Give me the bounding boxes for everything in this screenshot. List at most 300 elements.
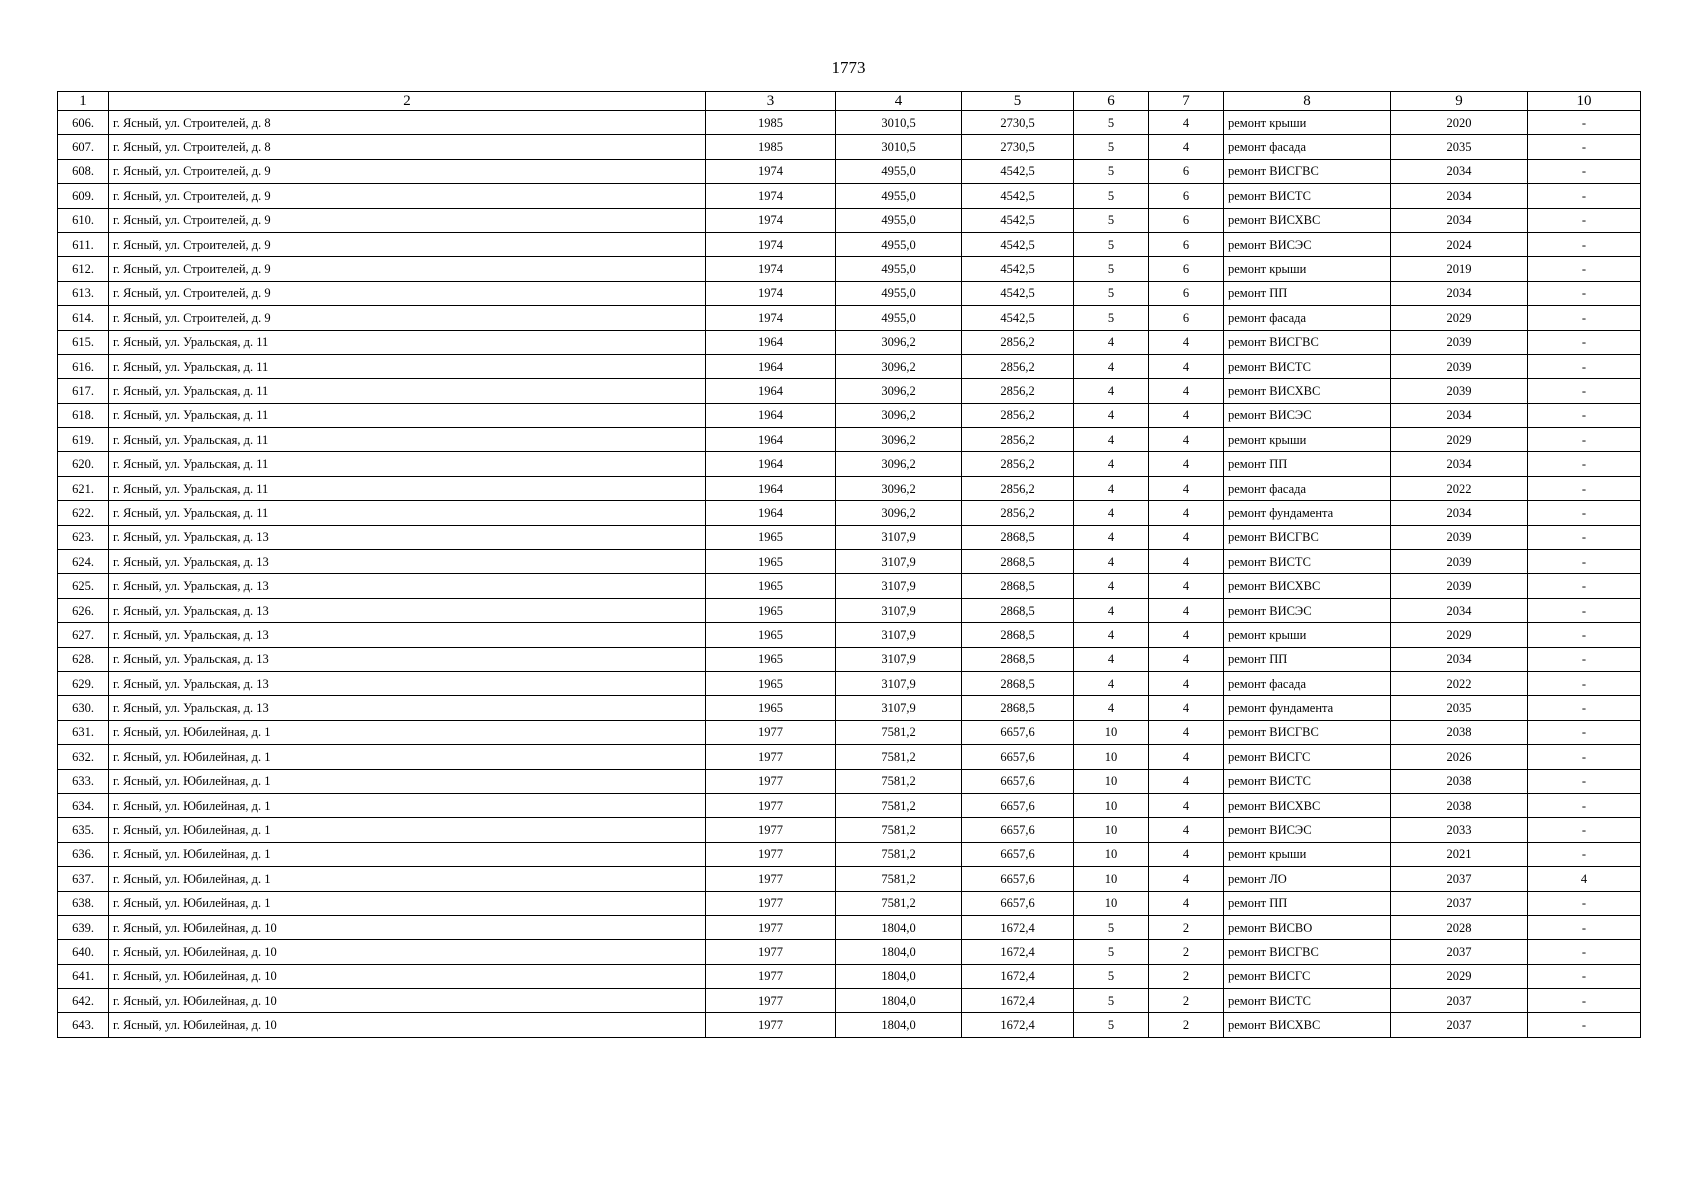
table-row <box>58 111 1641 135</box>
living-area-cell: 4542,5 <box>962 159 1074 183</box>
total-area-cell: 3107,9 <box>836 574 962 598</box>
note-cell: - <box>1528 379 1641 403</box>
entrances-cell: 4 <box>1149 550 1224 574</box>
entrances-cell: 4 <box>1149 574 1224 598</box>
row-number-cell: 609. <box>58 184 109 208</box>
living-area-cell: 2856,2 <box>962 452 1074 476</box>
entrances-cell: 6 <box>1149 232 1224 256</box>
floors-cell: 5 <box>1074 208 1149 232</box>
row-number-cell: 619. <box>58 428 109 452</box>
registry-table <box>57 91 1641 1038</box>
year-cell: 1964 <box>706 379 836 403</box>
floors-cell: 4 <box>1074 647 1149 671</box>
living-area-cell: 4542,5 <box>962 232 1074 256</box>
work-type-cell: ремонт ВИСЭС <box>1224 232 1391 256</box>
floors-cell: 5 <box>1074 281 1149 305</box>
year-cell: 1965 <box>706 598 836 622</box>
total-area-cell: 7581,2 <box>836 769 962 793</box>
row-number-cell: 636. <box>58 842 109 866</box>
entrances-cell: 4 <box>1149 403 1224 427</box>
total-area-cell: 3096,2 <box>836 501 962 525</box>
year-cell: 1964 <box>706 354 836 378</box>
planned-year-cell: 2034 <box>1391 159 1528 183</box>
total-area-cell: 1804,0 <box>836 915 962 939</box>
note-cell: - <box>1528 452 1641 476</box>
row-number-cell: 626. <box>58 598 109 622</box>
table-row <box>58 159 1641 183</box>
floors-cell: 10 <box>1074 745 1149 769</box>
living-area-cell: 2730,5 <box>962 135 1074 159</box>
work-type-cell: ремонт крыши <box>1224 842 1391 866</box>
address-cell: г. Ясный, ул. Строителей, д. 9 <box>109 159 706 183</box>
note-cell: - <box>1528 598 1641 622</box>
address-cell: г. Ясный, ул. Уральская, д. 13 <box>109 671 706 695</box>
total-area-cell: 3107,9 <box>836 671 962 695</box>
column-header: 5 <box>962 92 1074 111</box>
note-cell: - <box>1528 964 1641 988</box>
note-cell: - <box>1528 501 1641 525</box>
total-area-cell: 3107,9 <box>836 647 962 671</box>
year-cell: 1964 <box>706 428 836 452</box>
address-cell: г. Ясный, ул. Строителей, д. 9 <box>109 184 706 208</box>
living-area-cell: 2730,5 <box>962 111 1074 135</box>
entrances-cell: 4 <box>1149 818 1224 842</box>
work-type-cell: ремонт ВИСХВС <box>1224 379 1391 403</box>
total-area-cell: 7581,2 <box>836 842 962 866</box>
note-cell: - <box>1528 647 1641 671</box>
note-cell: - <box>1528 111 1641 135</box>
work-type-cell: ремонт ВИСТС <box>1224 184 1391 208</box>
row-number-cell: 639. <box>58 915 109 939</box>
work-type-cell: ремонт фасада <box>1224 671 1391 695</box>
work-type-cell: ремонт ПП <box>1224 647 1391 671</box>
year-cell: 1977 <box>706 891 836 915</box>
planned-year-cell: 2039 <box>1391 330 1528 354</box>
row-number-cell: 643. <box>58 1013 109 1037</box>
total-area-cell: 3107,9 <box>836 598 962 622</box>
column-header: 1 <box>58 92 109 111</box>
floors-cell: 4 <box>1074 574 1149 598</box>
planned-year-cell: 2037 <box>1391 891 1528 915</box>
entrances-cell: 6 <box>1149 184 1224 208</box>
living-area-cell: 1672,4 <box>962 940 1074 964</box>
total-area-cell: 4955,0 <box>836 159 962 183</box>
year-cell: 1964 <box>706 501 836 525</box>
note-cell: - <box>1528 135 1641 159</box>
row-number-cell: 633. <box>58 769 109 793</box>
planned-year-cell: 2029 <box>1391 306 1528 330</box>
work-type-cell: ремонт ВИСГВС <box>1224 159 1391 183</box>
floors-cell: 4 <box>1074 501 1149 525</box>
entrances-cell: 4 <box>1149 793 1224 817</box>
table-row <box>58 257 1641 281</box>
note-cell: - <box>1528 476 1641 500</box>
row-number-cell: 624. <box>58 550 109 574</box>
row-number-cell: 621. <box>58 476 109 500</box>
note-cell: - <box>1528 891 1641 915</box>
floors-cell: 10 <box>1074 720 1149 744</box>
row-number-cell: 611. <box>58 232 109 256</box>
year-cell: 1964 <box>706 330 836 354</box>
floors-cell: 5 <box>1074 184 1149 208</box>
planned-year-cell: 2019 <box>1391 257 1528 281</box>
living-area-cell: 6657,6 <box>962 818 1074 842</box>
work-type-cell: ремонт ВИСТС <box>1224 769 1391 793</box>
floors-cell: 5 <box>1074 940 1149 964</box>
row-number-cell: 632. <box>58 745 109 769</box>
total-area-cell: 7581,2 <box>836 891 962 915</box>
floors-cell: 4 <box>1074 354 1149 378</box>
floors-cell: 5 <box>1074 159 1149 183</box>
entrances-cell: 4 <box>1149 135 1224 159</box>
address-cell: г. Ясный, ул. Уральская, д. 11 <box>109 428 706 452</box>
row-number-cell: 615. <box>58 330 109 354</box>
table-row <box>58 379 1641 403</box>
living-area-cell: 2856,2 <box>962 379 1074 403</box>
living-area-cell: 2868,5 <box>962 647 1074 671</box>
address-cell: г. Ясный, ул. Юбилейная, д. 10 <box>109 1013 706 1037</box>
table-row <box>58 647 1641 671</box>
total-area-cell: 4955,0 <box>836 232 962 256</box>
row-number-cell: 634. <box>58 793 109 817</box>
column-header: 7 <box>1149 92 1224 111</box>
row-number-cell: 616. <box>58 354 109 378</box>
living-area-cell: 1672,4 <box>962 964 1074 988</box>
address-cell: г. Ясный, ул. Уральская, д. 11 <box>109 354 706 378</box>
note-cell: - <box>1528 769 1641 793</box>
address-cell: г. Ясный, ул. Юбилейная, д. 1 <box>109 745 706 769</box>
entrances-cell: 4 <box>1149 696 1224 720</box>
work-type-cell: ремонт ВИСХВС <box>1224 793 1391 817</box>
table-row <box>58 940 1641 964</box>
row-number-cell: 630. <box>58 696 109 720</box>
total-area-cell: 3096,2 <box>836 330 962 354</box>
entrances-cell: 2 <box>1149 1013 1224 1037</box>
entrances-cell: 4 <box>1149 671 1224 695</box>
year-cell: 1977 <box>706 769 836 793</box>
living-area-cell: 1672,4 <box>962 1013 1074 1037</box>
row-number-cell: 625. <box>58 574 109 598</box>
work-type-cell: ремонт ЛО <box>1224 867 1391 891</box>
table-row <box>58 891 1641 915</box>
year-cell: 1974 <box>706 306 836 330</box>
entrances-cell: 4 <box>1149 330 1224 354</box>
living-area-cell: 4542,5 <box>962 257 1074 281</box>
total-area-cell: 3096,2 <box>836 379 962 403</box>
planned-year-cell: 2020 <box>1391 111 1528 135</box>
note-cell: - <box>1528 793 1641 817</box>
note-cell: - <box>1528 281 1641 305</box>
living-area-cell: 2856,2 <box>962 330 1074 354</box>
entrances-cell: 4 <box>1149 623 1224 647</box>
year-cell: 1985 <box>706 111 836 135</box>
work-type-cell: ремонт фундамента <box>1224 696 1391 720</box>
work-type-cell: ремонт ВИСЭС <box>1224 403 1391 427</box>
row-number-cell: 607. <box>58 135 109 159</box>
address-cell: г. Ясный, ул. Уральская, д. 11 <box>109 379 706 403</box>
address-cell: г. Ясный, ул. Уральская, д. 11 <box>109 403 706 427</box>
entrances-cell: 4 <box>1149 379 1224 403</box>
entrances-cell: 4 <box>1149 428 1224 452</box>
total-area-cell: 3107,9 <box>836 525 962 549</box>
living-area-cell: 6657,6 <box>962 745 1074 769</box>
work-type-cell: ремонт крыши <box>1224 623 1391 647</box>
note-cell: - <box>1528 257 1641 281</box>
work-type-cell: ремонт ПП <box>1224 891 1391 915</box>
entrances-cell: 4 <box>1149 452 1224 476</box>
row-number-cell: 620. <box>58 452 109 476</box>
planned-year-cell: 2033 <box>1391 818 1528 842</box>
total-area-cell: 3096,2 <box>836 476 962 500</box>
row-number-cell: 618. <box>58 403 109 427</box>
row-number-cell: 628. <box>58 647 109 671</box>
year-cell: 1964 <box>706 403 836 427</box>
living-area-cell: 2856,2 <box>962 354 1074 378</box>
entrances-cell: 4 <box>1149 867 1224 891</box>
living-area-cell: 6657,6 <box>962 867 1074 891</box>
planned-year-cell: 2022 <box>1391 671 1528 695</box>
total-area-cell: 3096,2 <box>836 452 962 476</box>
entrances-cell: 2 <box>1149 940 1224 964</box>
note-cell: - <box>1528 403 1641 427</box>
address-cell: г. Ясный, ул. Уральская, д. 11 <box>109 476 706 500</box>
row-number-cell: 641. <box>58 964 109 988</box>
planned-year-cell: 2035 <box>1391 135 1528 159</box>
entrances-cell: 4 <box>1149 476 1224 500</box>
work-type-cell: ремонт ВИСТС <box>1224 989 1391 1013</box>
entrances-cell: 2 <box>1149 915 1224 939</box>
row-number-cell: 623. <box>58 525 109 549</box>
row-number-cell: 622. <box>58 501 109 525</box>
living-area-cell: 2856,2 <box>962 428 1074 452</box>
row-number-cell: 631. <box>58 720 109 744</box>
address-cell: г. Ясный, ул. Уральская, д. 11 <box>109 330 706 354</box>
entrances-cell: 6 <box>1149 257 1224 281</box>
year-cell: 1964 <box>706 452 836 476</box>
year-cell: 1965 <box>706 525 836 549</box>
address-cell: г. Ясный, ул. Уральская, д. 13 <box>109 598 706 622</box>
work-type-cell: ремонт ВИСХВС <box>1224 1013 1391 1037</box>
work-type-cell: ремонт ВИСТС <box>1224 550 1391 574</box>
work-type-cell: ремонт ПП <box>1224 281 1391 305</box>
address-cell: г. Ясный, ул. Уральская, д. 13 <box>109 623 706 647</box>
header-row <box>58 92 1641 111</box>
planned-year-cell: 2029 <box>1391 623 1528 647</box>
row-number-cell: 614. <box>58 306 109 330</box>
floors-cell: 10 <box>1074 769 1149 793</box>
address-cell: г. Ясный, ул. Уральская, д. 13 <box>109 550 706 574</box>
year-cell: 1977 <box>706 1013 836 1037</box>
work-type-cell: ремонт ВИСХВС <box>1224 208 1391 232</box>
planned-year-cell: 2026 <box>1391 745 1528 769</box>
total-area-cell: 7581,2 <box>836 793 962 817</box>
table-row <box>58 915 1641 939</box>
floors-cell: 4 <box>1074 525 1149 549</box>
note-cell: - <box>1528 1013 1641 1037</box>
planned-year-cell: 2034 <box>1391 598 1528 622</box>
floors-cell: 4 <box>1074 403 1149 427</box>
column-header: 10 <box>1528 92 1641 111</box>
table-body <box>58 111 1641 1038</box>
planned-year-cell: 2029 <box>1391 428 1528 452</box>
planned-year-cell: 2034 <box>1391 647 1528 671</box>
address-cell: г. Ясный, ул. Уральская, д. 11 <box>109 501 706 525</box>
year-cell: 1985 <box>706 135 836 159</box>
year-cell: 1974 <box>706 159 836 183</box>
year-cell: 1977 <box>706 720 836 744</box>
address-cell: г. Ясный, ул. Строителей, д. 8 <box>109 111 706 135</box>
total-area-cell: 4955,0 <box>836 306 962 330</box>
year-cell: 1965 <box>706 623 836 647</box>
address-cell: г. Ясный, ул. Юбилейная, д. 1 <box>109 818 706 842</box>
planned-year-cell: 2034 <box>1391 452 1528 476</box>
planned-year-cell: 2029 <box>1391 964 1528 988</box>
entrances-cell: 4 <box>1149 842 1224 866</box>
table-row <box>58 330 1641 354</box>
work-type-cell: ремонт крыши <box>1224 428 1391 452</box>
entrances-cell: 4 <box>1149 501 1224 525</box>
total-area-cell: 7581,2 <box>836 720 962 744</box>
total-area-cell: 7581,2 <box>836 818 962 842</box>
note-cell: - <box>1528 842 1641 866</box>
work-type-cell: ремонт ВИСВО <box>1224 915 1391 939</box>
living-area-cell: 4542,5 <box>962 281 1074 305</box>
row-number-cell: 610. <box>58 208 109 232</box>
entrances-cell: 6 <box>1149 208 1224 232</box>
floors-cell: 10 <box>1074 793 1149 817</box>
floors-cell: 4 <box>1074 671 1149 695</box>
table-row <box>58 476 1641 500</box>
planned-year-cell: 2037 <box>1391 989 1528 1013</box>
work-type-cell: ремонт ВИСТС <box>1224 354 1391 378</box>
entrances-cell: 4 <box>1149 745 1224 769</box>
table-row <box>58 818 1641 842</box>
year-cell: 1977 <box>706 745 836 769</box>
total-area-cell: 3107,9 <box>836 623 962 647</box>
planned-year-cell: 2038 <box>1391 720 1528 744</box>
entrances-cell: 4 <box>1149 354 1224 378</box>
floors-cell: 4 <box>1074 476 1149 500</box>
column-header: 3 <box>706 92 836 111</box>
planned-year-cell: 2037 <box>1391 867 1528 891</box>
work-type-cell: ремонт фасада <box>1224 306 1391 330</box>
table-row <box>58 989 1641 1013</box>
planned-year-cell: 2034 <box>1391 281 1528 305</box>
address-cell: г. Ясный, ул. Юбилейная, д. 1 <box>109 793 706 817</box>
address-cell: г. Ясный, ул. Юбилейная, д. 10 <box>109 989 706 1013</box>
year-cell: 1977 <box>706 867 836 891</box>
living-area-cell: 6657,6 <box>962 793 1074 817</box>
planned-year-cell: 2034 <box>1391 208 1528 232</box>
row-number-cell: 637. <box>58 867 109 891</box>
living-area-cell: 2856,2 <box>962 403 1074 427</box>
note-cell: - <box>1528 159 1641 183</box>
living-area-cell: 2868,5 <box>962 525 1074 549</box>
row-number-cell: 606. <box>58 111 109 135</box>
year-cell: 1977 <box>706 964 836 988</box>
floors-cell: 10 <box>1074 867 1149 891</box>
table-row <box>58 964 1641 988</box>
note-cell: - <box>1528 696 1641 720</box>
year-cell: 1974 <box>706 184 836 208</box>
living-area-cell: 2868,5 <box>962 696 1074 720</box>
table-row <box>58 867 1641 891</box>
table-row <box>58 135 1641 159</box>
work-type-cell: ремонт ВИСЭС <box>1224 818 1391 842</box>
note-cell: - <box>1528 525 1641 549</box>
floors-cell: 4 <box>1074 330 1149 354</box>
total-area-cell: 3010,5 <box>836 135 962 159</box>
note-cell: - <box>1528 745 1641 769</box>
note-cell: - <box>1528 550 1641 574</box>
note-cell: - <box>1528 671 1641 695</box>
note-cell: 4 <box>1528 867 1641 891</box>
work-type-cell: ремонт ВИСХВС <box>1224 574 1391 598</box>
total-area-cell: 4955,0 <box>836 281 962 305</box>
table-row <box>58 208 1641 232</box>
planned-year-cell: 2024 <box>1391 232 1528 256</box>
total-area-cell: 1804,0 <box>836 989 962 1013</box>
work-type-cell: ремонт ВИСГС <box>1224 745 1391 769</box>
total-area-cell: 4955,0 <box>836 184 962 208</box>
note-cell: - <box>1528 232 1641 256</box>
address-cell: г. Ясный, ул. Уральская, д. 13 <box>109 696 706 720</box>
row-number-cell: 613. <box>58 281 109 305</box>
table-row <box>58 696 1641 720</box>
row-number-cell: 638. <box>58 891 109 915</box>
entrances-cell: 4 <box>1149 769 1224 793</box>
year-cell: 1964 <box>706 476 836 500</box>
planned-year-cell: 2035 <box>1391 696 1528 720</box>
planned-year-cell: 2039 <box>1391 550 1528 574</box>
entrances-cell: 4 <box>1149 525 1224 549</box>
entrances-cell: 4 <box>1149 720 1224 744</box>
planned-year-cell: 2028 <box>1391 915 1528 939</box>
total-area-cell: 4955,0 <box>836 208 962 232</box>
planned-year-cell: 2038 <box>1391 793 1528 817</box>
row-number-cell: 612. <box>58 257 109 281</box>
floors-cell: 5 <box>1074 989 1149 1013</box>
row-number-cell: 640. <box>58 940 109 964</box>
floors-cell: 4 <box>1074 452 1149 476</box>
floors-cell: 5 <box>1074 135 1149 159</box>
column-header: 4 <box>836 92 962 111</box>
year-cell: 1977 <box>706 842 836 866</box>
table-row <box>58 671 1641 695</box>
note-cell: - <box>1528 623 1641 647</box>
work-type-cell: ремонт фасада <box>1224 135 1391 159</box>
floors-cell: 5 <box>1074 111 1149 135</box>
floors-cell: 4 <box>1074 623 1149 647</box>
year-cell: 1965 <box>706 671 836 695</box>
work-type-cell: ремонт ВИСЭС <box>1224 598 1391 622</box>
note-cell: - <box>1528 208 1641 232</box>
address-cell: г. Ясный, ул. Строителей, д. 9 <box>109 232 706 256</box>
entrances-cell: 4 <box>1149 598 1224 622</box>
living-area-cell: 4542,5 <box>962 184 1074 208</box>
living-area-cell: 1672,4 <box>962 989 1074 1013</box>
table-row <box>58 745 1641 769</box>
year-cell: 1977 <box>706 940 836 964</box>
total-area-cell: 3107,9 <box>836 696 962 720</box>
address-cell: г. Ясный, ул. Юбилейная, д. 1 <box>109 842 706 866</box>
row-number-cell: 642. <box>58 989 109 1013</box>
floors-cell: 4 <box>1074 428 1149 452</box>
work-type-cell: ремонт ВИСГС <box>1224 964 1391 988</box>
address-cell: г. Ясный, ул. Уральская, д. 13 <box>109 525 706 549</box>
table-row <box>58 428 1641 452</box>
total-area-cell: 3096,2 <box>836 403 962 427</box>
